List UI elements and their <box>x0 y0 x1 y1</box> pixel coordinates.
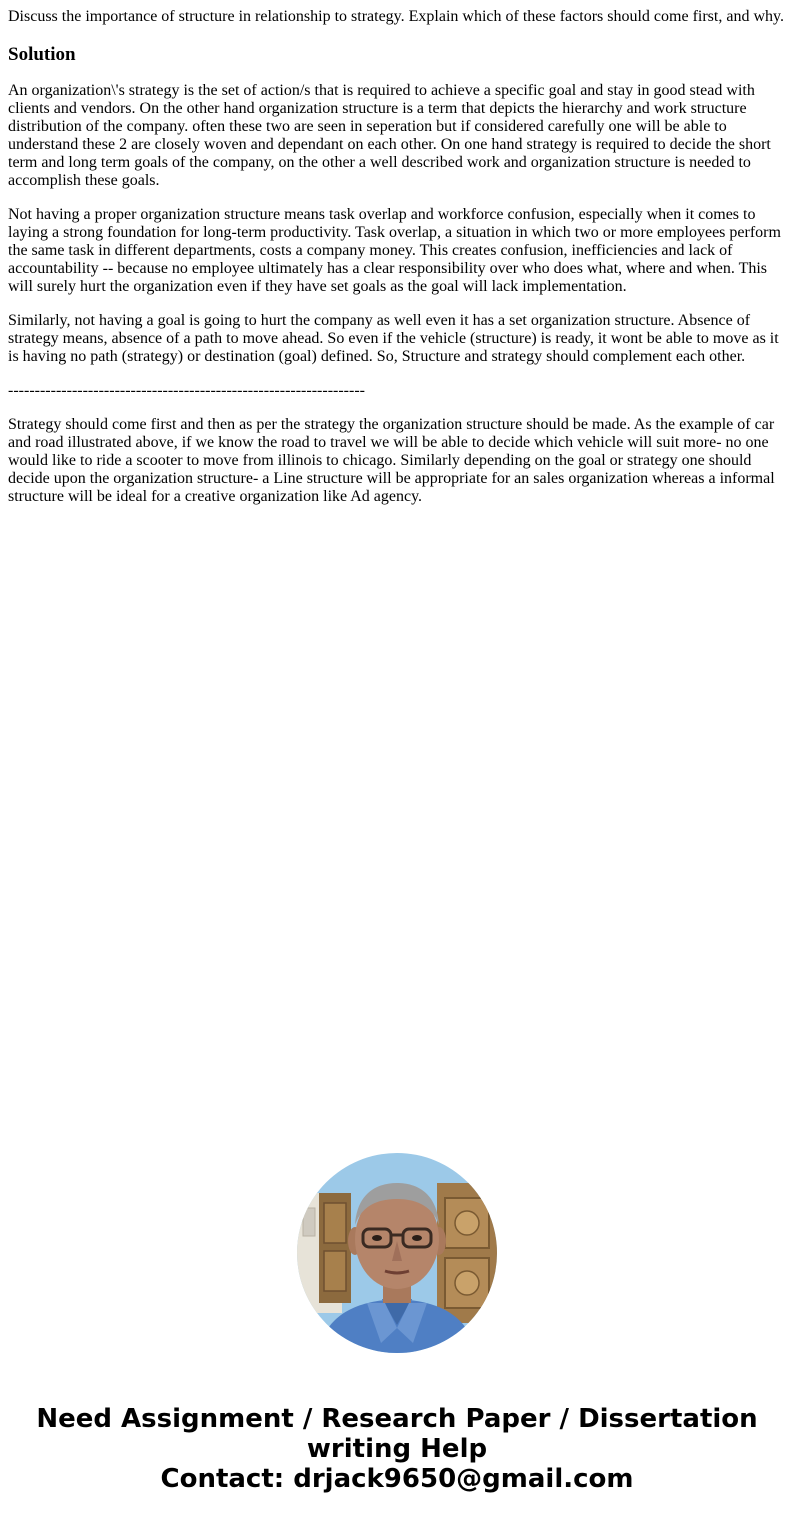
document-body <box>8 8 786 506</box>
author-avatar <box>297 1153 497 1353</box>
promo-line-1: Need Assignment / Research Paper / Dissertation <box>36 1404 758 1434</box>
solution-paragraph-3: Similarly, not having a goal is going to hurt the company as well even it has a set organization structure. Absence of strategy means, absence of a path to move ahead. So even if the vehicle (structure) is ready, it wont be able to move as it is having no path (strategy) or destination (goal) defined. So, Structure and strategy should complement each other. <box>8 312 779 365</box>
solution-paragraph-2: Not having a proper organization structure means task overlap and workforce confusion, especially when it comes to laying a strong foundation for long-term productivity. Task overlap, a situation in which two or more employees perform the same task in different departments, costs a company money. This creates confusion, inefficiencies and lack of accountability -- because no employee ultimately has a clear responsibility over who does what, where and when. This will surely hurt the organization even if they have set goals as the goal will lack implementation. <box>8 206 781 295</box>
promo-line-2: writing Help <box>306 1434 488 1464</box>
question-text: Discuss the importance of structure in relationship to strategy. Explain which of these factors should come first, and why. <box>8 8 784 25</box>
solution-paragraph-4: Strategy should come first and then as per the strategy the organization structure should be made. As the example of car and road illustrated above, if we know the road to travel we will be able to decide which vehicle will suit more- no one would like to ride a scooter to move from illinois to chicago. Similarly depending on the goal or strategy one should decide upon the organization structure- a Line structure will be appropriate for an sales organization whereas a informal structure will be ideal for a creative organization like Ad agency. <box>8 416 775 505</box>
promo-contact: Contact: drjack9650@gmail.com <box>160 1464 634 1494</box>
solution-heading: Solution <box>8 44 76 65</box>
separator-line: ------------------------------------------------------------------- <box>8 382 365 399</box>
solution-paragraph-1: An organization\'s strategy is the set of action/s that is required to achieve a specific goal and stay in good stead with clients and vendors. On the other hand organization structure is a term that depicts the hierarchy and work structure distribution of the company. often these two are seen in seperation but if considered carefully one will be able to understand these 2 are closely woven and dependant on each other. On one hand strategy is required to decide the short term and long term goals of the company, on the other a well described work and organization structure is needed to accomplish these goals. <box>8 82 771 189</box>
promo-banner <box>0 1404 794 1494</box>
